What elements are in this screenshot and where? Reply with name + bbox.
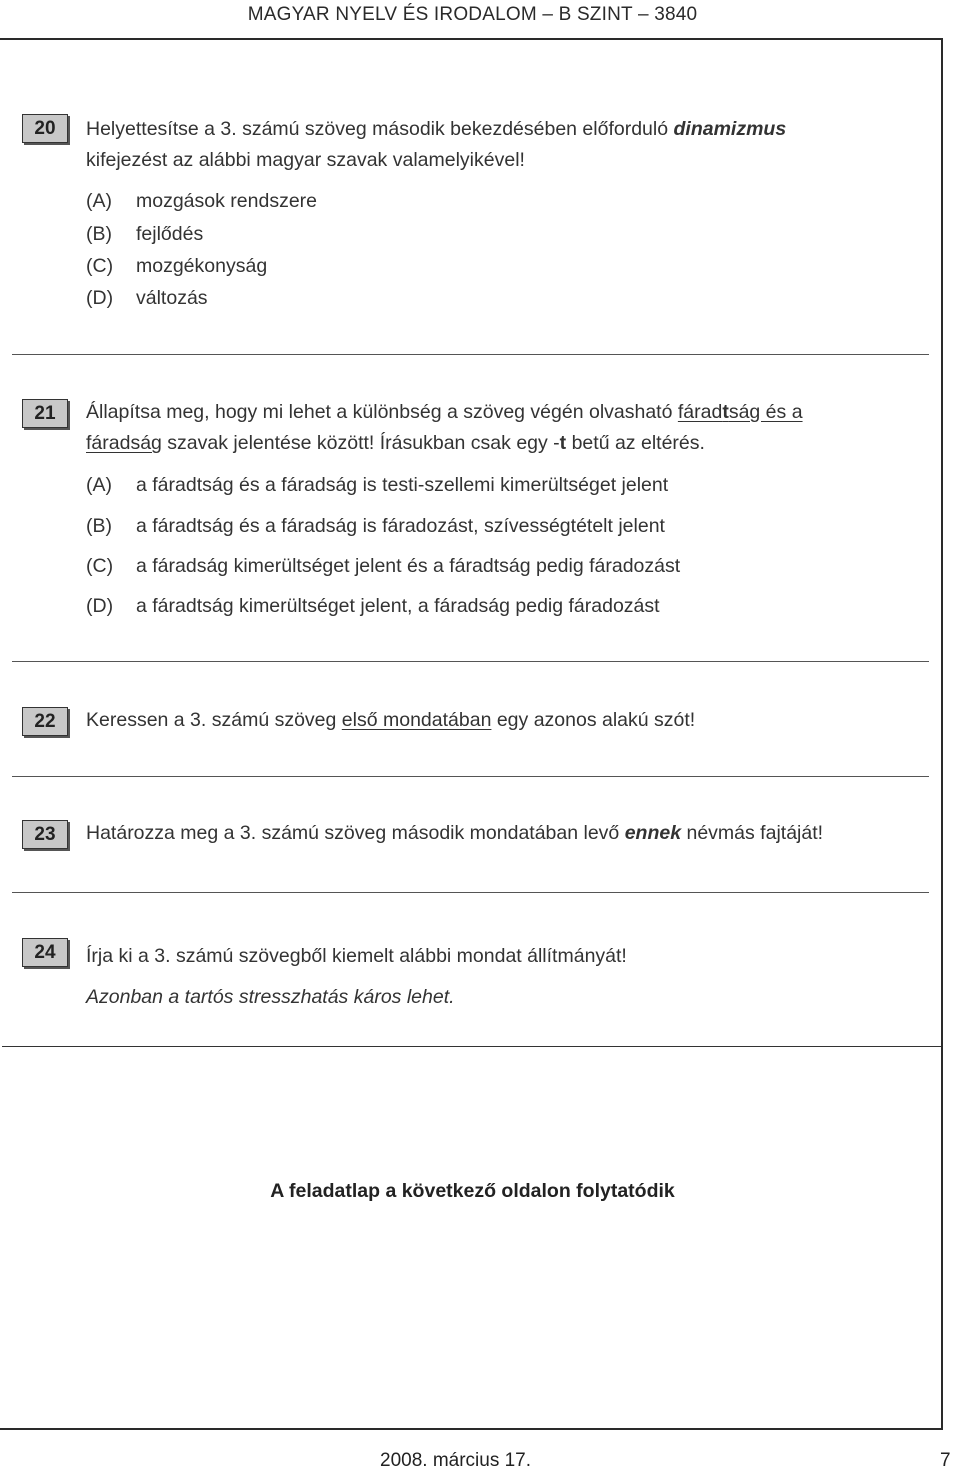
q20-keyword: dinamizmus	[673, 118, 787, 140]
question-22-text: Keressen a 3. számú szöveg első mondatában egy azonos alakú szót!	[86, 709, 696, 731]
question-number-23: 23	[22, 820, 68, 849]
section-divider	[2, 1046, 941, 1047]
divider	[12, 776, 929, 777]
question-number-21: 21	[22, 399, 68, 428]
page-header: MAGYAR NYELV ÉS IRODALOM – B SZINT – 3840	[247, 4, 698, 25]
continue-note: A feladatlap a következő oldalon folytatódik	[270, 1180, 675, 1202]
question-23-text: Határozza meg a 3. számú szöveg második mondatában levő ennek névmás fajtáját!	[86, 822, 824, 844]
question-number-20: 20	[22, 114, 68, 143]
q20-line2: kifejezést az alábbi magyar szavak valamelyikével!	[86, 149, 525, 171]
q21-option-d[interactable]: (D) a fáradtság kimerültséget jelent, a fáradság pedig fáradozást	[86, 595, 660, 617]
q21-option-a[interactable]: (A) a fáradtság és a fáradság is testi-szellemi kimerültséget jelent	[86, 474, 669, 496]
divider	[12, 661, 929, 662]
q20-option-a[interactable]: (A) mozgások rendszere	[86, 190, 318, 212]
q20-option-c[interactable]: (C) mozgékonyság	[86, 255, 268, 277]
question-24-text: Írja ki a 3. számú szövegből kiemelt alábbi mondat állítmányát! Azonban a tartós stresszhatás káros lehet.	[86, 945, 627, 1008]
question-number-24: 24	[22, 938, 68, 967]
divider	[12, 354, 929, 355]
divider	[12, 892, 929, 893]
q20-option-d[interactable]: (D) változás	[86, 287, 208, 309]
q24-quoted-sentence: Azonban a tartós stresszhatás káros lehet.	[86, 986, 455, 1008]
q21-option-b[interactable]: (B) a fáradtság és a fáradság is fáradozást, szívességtételt jelent	[86, 515, 665, 537]
question-frame	[0, 38, 943, 1430]
question-20-text	[86, 114, 926, 176]
q20-option-b[interactable]: (B) fejlődés	[86, 223, 204, 245]
page-number: 7	[940, 1450, 951, 1471]
q21-option-c[interactable]: (C) a fáradság kimerültséget jelent és a fáradtság pedig fáradozást	[86, 555, 681, 577]
question-number-22: 22	[22, 707, 68, 736]
footer-date: 2008. március 17.	[380, 1450, 532, 1471]
question-21-text: Állapítsa meg, hogy mi lehet a különbség a szöveg végén olvasható fáradtság és a fáradság szavak jelentése között! Írásukban csak egy -t betű az eltérés.	[86, 401, 803, 454]
q20-line1: Helyettesítse a 3. számú szöveg második bekezdésében előforduló	[86, 118, 674, 140]
